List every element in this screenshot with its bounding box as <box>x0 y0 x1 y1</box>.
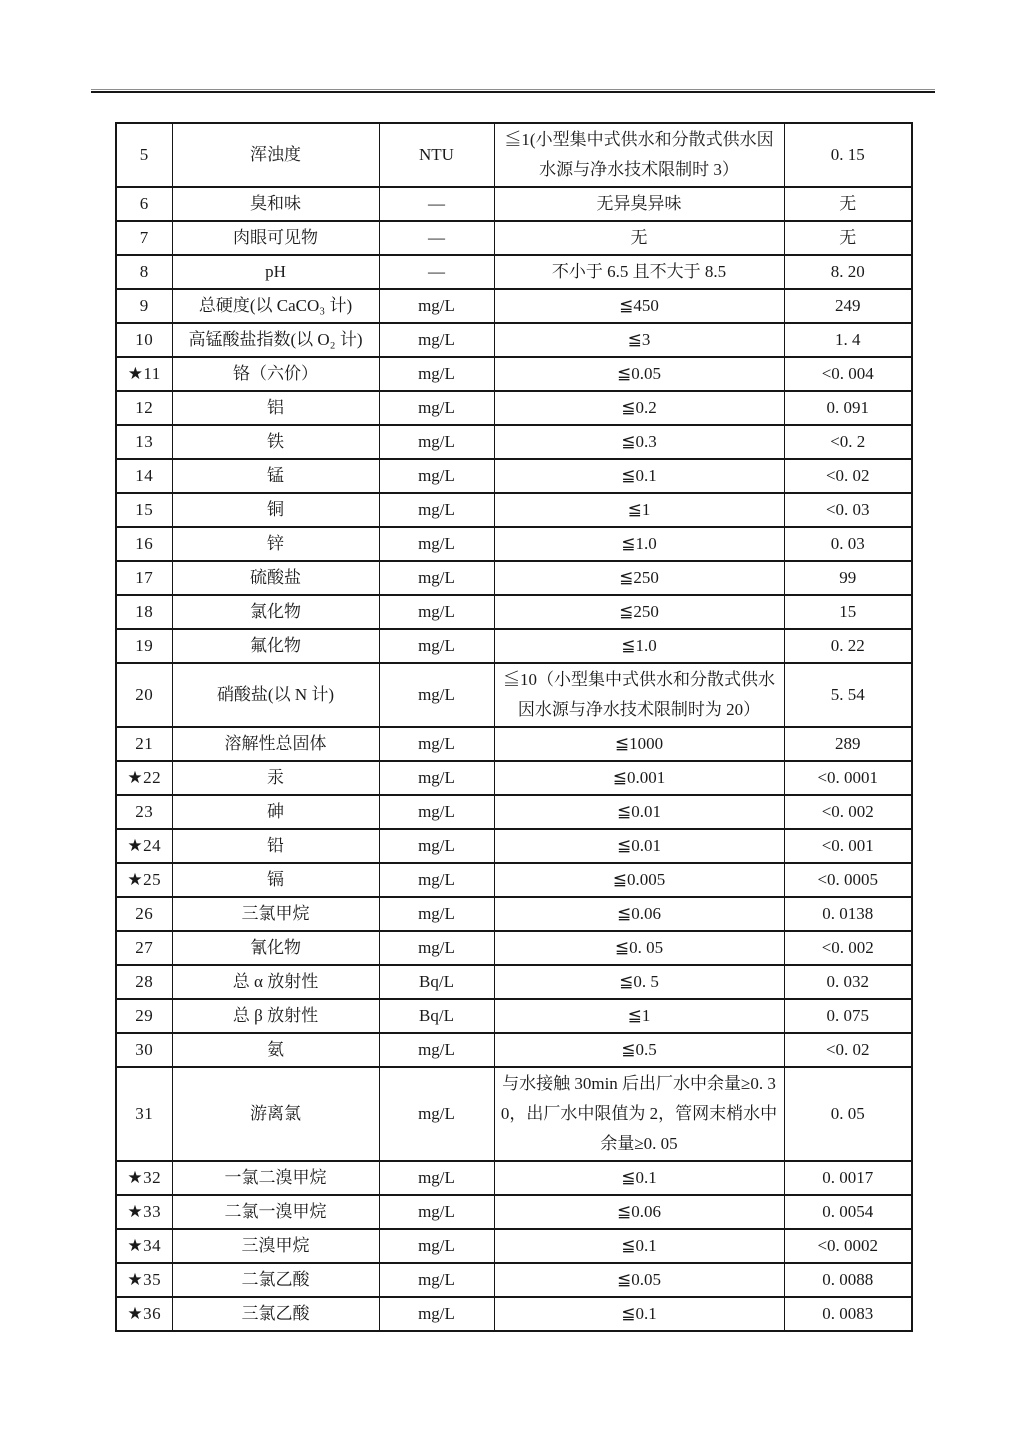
row-unit: mg/L <box>379 595 494 629</box>
table-row <box>116 1067 912 1161</box>
row-seq-number: 19 <box>116 629 172 663</box>
table-row <box>116 391 912 425</box>
row-result-value: <0. 2 <box>784 425 912 459</box>
row-limit-value: ≦0.5 <box>494 1033 784 1067</box>
row-limit-value: ≦0.001 <box>494 761 784 795</box>
row-seq-number: 20 <box>116 663 172 727</box>
row-seq-number: 27 <box>116 931 172 965</box>
row-limit-value: ≦1.0 <box>494 527 784 561</box>
row-limit-value: ≦0.06 <box>494 897 784 931</box>
row-unit: mg/L <box>379 663 494 727</box>
row-limit-value: ≦1.0 <box>494 629 784 663</box>
row-seq-number: 30 <box>116 1033 172 1067</box>
table-row <box>116 459 912 493</box>
row-limit-value: ≦0.1 <box>494 1229 784 1263</box>
table-row <box>116 1263 912 1297</box>
row-parameter-name: 砷 <box>172 795 379 829</box>
row-result-value: 0. 22 <box>784 629 912 663</box>
row-result-value: 0. 091 <box>784 391 912 425</box>
row-limit-value: ≦0.05 <box>494 1263 784 1297</box>
row-unit: mg/L <box>379 863 494 897</box>
row-parameter-name: 肉眼可见物 <box>172 221 379 255</box>
row-result-value: 无 <box>784 187 912 221</box>
row-parameter-name: 游离氯 <box>172 1067 379 1161</box>
row-seq-number: 6 <box>116 187 172 221</box>
table-row <box>116 1229 912 1263</box>
row-unit: mg/L <box>379 527 494 561</box>
row-result-value: 0. 0054 <box>784 1195 912 1229</box>
row-parameter-name: 铬（六价） <box>172 357 379 391</box>
row-parameter-name: 铜 <box>172 493 379 527</box>
row-result-value: 99 <box>784 561 912 595</box>
row-unit: mg/L <box>379 1067 494 1161</box>
row-seq-number: 21 <box>116 727 172 761</box>
row-seq-number: 10 <box>116 323 172 357</box>
table-row <box>116 123 912 187</box>
row-limit-value: ≦0.2 <box>494 391 784 425</box>
row-limit-value: ≦250 <box>494 595 784 629</box>
row-parameter-name: 铁 <box>172 425 379 459</box>
row-seq-number: 28 <box>116 965 172 999</box>
row-result-value: 0. 03 <box>784 527 912 561</box>
row-seq-number: 17 <box>116 561 172 595</box>
table-row <box>116 931 912 965</box>
row-unit: NTU <box>379 123 494 187</box>
table-row <box>116 829 912 863</box>
table-row <box>116 727 912 761</box>
row-unit: mg/L <box>379 1195 494 1229</box>
row-result-value: <0. 002 <box>784 795 912 829</box>
row-parameter-name: 铅 <box>172 829 379 863</box>
row-unit: mg/L <box>379 459 494 493</box>
row-seq-number: ★36 <box>116 1297 172 1331</box>
row-unit: mg/L <box>379 1033 494 1067</box>
row-unit: mg/L <box>379 829 494 863</box>
table-row <box>116 221 912 255</box>
water-quality-results-table <box>115 122 913 1332</box>
row-unit: mg/L <box>379 289 494 323</box>
row-unit: — <box>379 221 494 255</box>
row-limit-value: ≦3 <box>494 323 784 357</box>
row-limit-value: ≦0.005 <box>494 863 784 897</box>
row-seq-number: ★25 <box>116 863 172 897</box>
row-result-value: <0. 004 <box>784 357 912 391</box>
row-seq-number: 7 <box>116 221 172 255</box>
row-limit-value: 与水接触 30min 后出厂水中余量≥0. 30，出厂水中限值为 2，管网末梢水中余量≥0. 05 <box>494 1067 784 1161</box>
row-parameter-name: 高锰酸盐指数(以 O₂ 计) <box>172 323 379 357</box>
row-seq-number: ★34 <box>116 1229 172 1263</box>
row-result-value: 0. 0083 <box>784 1297 912 1331</box>
row-unit: mg/L <box>379 1263 494 1297</box>
table-row <box>116 1161 912 1195</box>
row-limit-value: ≦0.1 <box>494 459 784 493</box>
row-limit-value: ≦250 <box>494 561 784 595</box>
table-row <box>116 323 912 357</box>
row-limit-value: ≦1 <box>494 493 784 527</box>
row-result-value: 0. 0017 <box>784 1161 912 1195</box>
row-seq-number: 26 <box>116 897 172 931</box>
table-row <box>116 493 912 527</box>
row-parameter-name: 臭和味 <box>172 187 379 221</box>
row-result-value: <0. 0002 <box>784 1229 912 1263</box>
row-seq-number: ★24 <box>116 829 172 863</box>
row-parameter-name: 硝酸盐(以 N 计) <box>172 663 379 727</box>
row-result-value: 289 <box>784 727 912 761</box>
table-row <box>116 1297 912 1331</box>
table-row <box>116 663 912 727</box>
row-limit-value: ≦0. 05 <box>494 931 784 965</box>
row-parameter-name: 氨 <box>172 1033 379 1067</box>
table-body <box>116 123 912 1331</box>
row-result-value: 8. 20 <box>784 255 912 289</box>
row-result-value: 0. 0088 <box>784 1263 912 1297</box>
row-seq-number: 5 <box>116 123 172 187</box>
row-parameter-name: 氯化物 <box>172 595 379 629</box>
row-unit: — <box>379 255 494 289</box>
row-result-value: <0. 002 <box>784 931 912 965</box>
table-row <box>116 561 912 595</box>
row-seq-number: ★32 <box>116 1161 172 1195</box>
table-row <box>116 999 912 1033</box>
row-seq-number: 9 <box>116 289 172 323</box>
row-result-value: 5. 54 <box>784 663 912 727</box>
row-result-value: 0. 05 <box>784 1067 912 1161</box>
row-limit-value: 无 <box>494 221 784 255</box>
row-limit-value: ≦1000 <box>494 727 784 761</box>
table-row <box>116 863 912 897</box>
table-row <box>116 1195 912 1229</box>
row-parameter-name: 总硬度(以 CaCO₃ 计) <box>172 289 379 323</box>
row-parameter-name: 总 α 放射性 <box>172 965 379 999</box>
row-unit: mg/L <box>379 1297 494 1331</box>
row-seq-number: ★22 <box>116 761 172 795</box>
row-limit-value: ≦450 <box>494 289 784 323</box>
row-unit: Bq/L <box>379 999 494 1033</box>
row-limit-value: ≦10（小型集中式供水和分散式供水因水源与净水技术限制时为 20） <box>494 663 784 727</box>
row-limit-value: 不小于 6.5 且不大于 8.5 <box>494 255 784 289</box>
row-parameter-name: 锰 <box>172 459 379 493</box>
row-parameter-name: 三溴甲烷 <box>172 1229 379 1263</box>
row-result-value: <0. 02 <box>784 459 912 493</box>
table-row <box>116 795 912 829</box>
row-unit: mg/L <box>379 1161 494 1195</box>
table-row <box>116 425 912 459</box>
row-parameter-name: 汞 <box>172 761 379 795</box>
row-result-value: 无 <box>784 221 912 255</box>
row-unit: mg/L <box>379 795 494 829</box>
row-unit: mg/L <box>379 493 494 527</box>
row-parameter-name: 二氯乙酸 <box>172 1263 379 1297</box>
row-unit: mg/L <box>379 1229 494 1263</box>
row-parameter-name: 三氯甲烷 <box>172 897 379 931</box>
row-result-value: <0. 0005 <box>784 863 912 897</box>
row-parameter-name: 锌 <box>172 527 379 561</box>
table-row <box>116 629 912 663</box>
row-result-value: 1. 4 <box>784 323 912 357</box>
row-unit: mg/L <box>379 761 494 795</box>
row-parameter-name: 三氯乙酸 <box>172 1297 379 1331</box>
table-row <box>116 897 912 931</box>
table-row <box>116 289 912 323</box>
row-result-value: 15 <box>784 595 912 629</box>
row-unit: mg/L <box>379 391 494 425</box>
row-seq-number: 31 <box>116 1067 172 1161</box>
row-unit: mg/L <box>379 323 494 357</box>
row-seq-number: 29 <box>116 999 172 1033</box>
table-row <box>116 965 912 999</box>
row-limit-value: ≦0.06 <box>494 1195 784 1229</box>
row-seq-number: ★35 <box>116 1263 172 1297</box>
row-parameter-name: 一氯二溴甲烷 <box>172 1161 379 1195</box>
row-seq-number: 13 <box>116 425 172 459</box>
row-parameter-name: 铝 <box>172 391 379 425</box>
table-row <box>116 357 912 391</box>
row-unit: mg/L <box>379 357 494 391</box>
row-result-value: 0. 15 <box>784 123 912 187</box>
row-parameter-name: 二氯一溴甲烷 <box>172 1195 379 1229</box>
row-unit: — <box>379 187 494 221</box>
table-row <box>116 761 912 795</box>
row-parameter-name: 浑浊度 <box>172 123 379 187</box>
row-limit-value: ≦0.1 <box>494 1297 784 1331</box>
row-parameter-name: pH <box>172 255 379 289</box>
row-unit: mg/L <box>379 425 494 459</box>
row-seq-number: ★11 <box>116 357 172 391</box>
row-limit-value: ≦0.1 <box>494 1161 784 1195</box>
row-parameter-name: 硫酸盐 <box>172 561 379 595</box>
row-seq-number: 15 <box>116 493 172 527</box>
row-result-value: <0. 001 <box>784 829 912 863</box>
row-limit-value: 无异臭异味 <box>494 187 784 221</box>
row-unit: mg/L <box>379 727 494 761</box>
row-seq-number: ★33 <box>116 1195 172 1229</box>
row-parameter-name: 镉 <box>172 863 379 897</box>
row-limit-value: ≦0.3 <box>494 425 784 459</box>
row-result-value: 0. 032 <box>784 965 912 999</box>
row-result-value: <0. 03 <box>784 493 912 527</box>
row-seq-number: 18 <box>116 595 172 629</box>
row-limit-value: ≦0.01 <box>494 795 784 829</box>
row-result-value: 0. 075 <box>784 999 912 1033</box>
table-row <box>116 187 912 221</box>
row-unit: mg/L <box>379 931 494 965</box>
row-seq-number: 14 <box>116 459 172 493</box>
table-row <box>116 255 912 289</box>
row-parameter-name: 总 β 放射性 <box>172 999 379 1033</box>
row-parameter-name: 氟化物 <box>172 629 379 663</box>
row-seq-number: 12 <box>116 391 172 425</box>
row-limit-value: ≦0. 5 <box>494 965 784 999</box>
table-row <box>116 1033 912 1067</box>
row-seq-number: 23 <box>116 795 172 829</box>
row-unit: Bq/L <box>379 965 494 999</box>
row-unit: mg/L <box>379 561 494 595</box>
row-parameter-name: 氰化物 <box>172 931 379 965</box>
row-unit: mg/L <box>379 897 494 931</box>
row-limit-value: ≦1(小型集中式供水和分散式供水因水源与净水技术限制时 3） <box>494 123 784 187</box>
row-result-value: <0. 0001 <box>784 761 912 795</box>
row-limit-value: ≦1 <box>494 999 784 1033</box>
row-seq-number: 16 <box>116 527 172 561</box>
row-parameter-name: 溶解性总固体 <box>172 727 379 761</box>
row-result-value: 249 <box>784 289 912 323</box>
row-seq-number: 8 <box>116 255 172 289</box>
row-result-value: 0. 0138 <box>784 897 912 931</box>
table-row <box>116 595 912 629</box>
row-limit-value: ≦0.05 <box>494 357 784 391</box>
row-result-value: <0. 02 <box>784 1033 912 1067</box>
table-row <box>116 527 912 561</box>
row-limit-value: ≦0.01 <box>494 829 784 863</box>
row-unit: mg/L <box>379 629 494 663</box>
page-header-rule <box>91 89 935 93</box>
